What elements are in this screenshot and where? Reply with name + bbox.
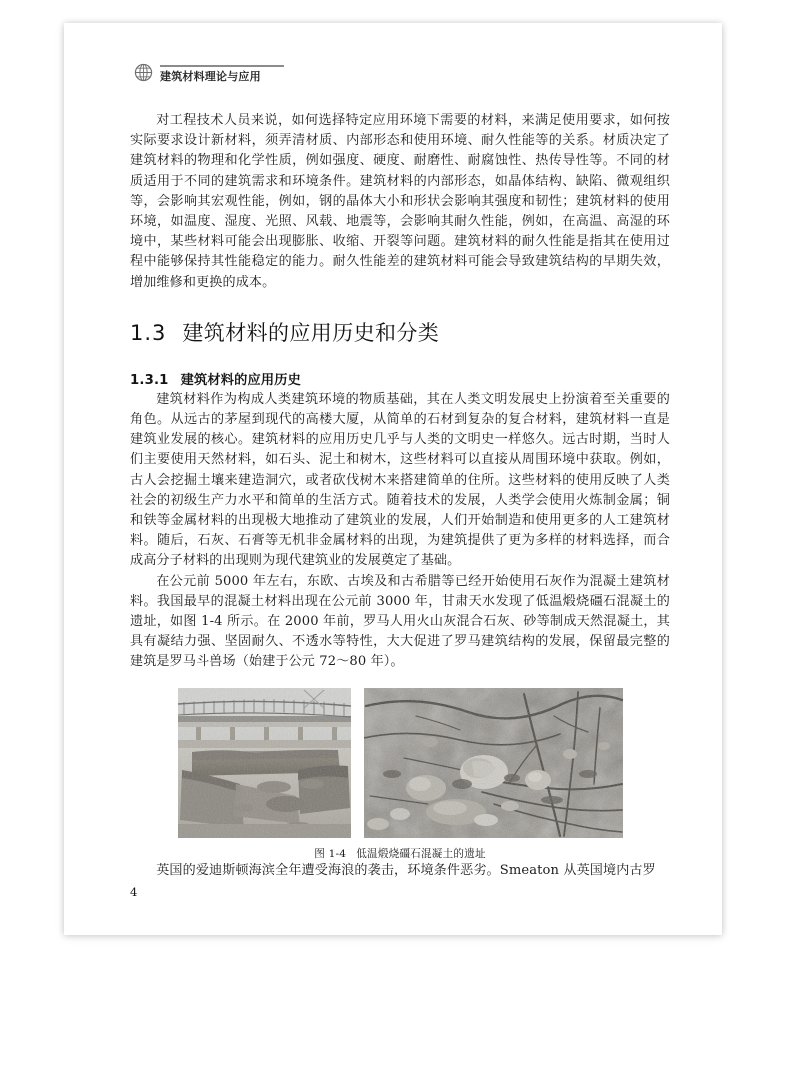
header-title-wrap <box>160 65 284 83</box>
excavation-site-photo <box>178 688 351 838</box>
section-number: 1.3 <box>130 320 167 345</box>
concrete-paragraph: 在公元前 5000 年左右，东欧、古埃及和古希腊等已经开始使用石灰作为混凝土建筑材料。我国最早的混凝土材料出现在公元前 3000 年，甘肃天水发现了低温煅烧礓石混凝土的遗址，如图 1-4 所示。在 2000 年前，罗马人用火山灰混合石灰、砂等制成天然混凝土，其具有凝结力强、坚固耐久、不透水等特性，大大促进了罗马建筑结构的发展，保留最完整的建筑是罗马斗兽场（始建于公元 72～80 年）。 <box>130 573 670 670</box>
history-paragraph: 建筑材料作为构成人类建筑环境的物质基础，其在人类文明发展史上扮演着至关重要的角色。从远古的茅屋到现代的高楼大厦，从简单的石材到复杂的复合材料，建筑材料一直是建筑业发展的核心。建筑材料的应用历史几乎与人类的文明史一样悠久。远古时期，当时人们主要使用天然材料，如石头、泥土和树木，这些材料可以直接从周围环境中获取。例如，古人会挖掘土壤来建造洞穴，或者砍伐树木来搭建简单的住所。这些材料的使用反映了人类社会的初级生产力水平和简单的生活方式。随着技术的发展，人类学会使用火炼制金属；铜和铁等金属材料的出现极大地推动了建筑业的发展，人们开始制造和使用更多的人工建筑材料。随后，石灰、石膏等无机非金属材料的出现，为建筑提供了更为多样的材料选择，而合成高分子材料的出现则为现代建筑业的发展奠定了基础。 <box>130 391 670 569</box>
section-title: 建筑材料的应用历史和分类 <box>182 320 440 345</box>
header-divider-rule <box>160 65 284 67</box>
page-content-area <box>64 23 722 935</box>
figure-caption-text: 低温煅烧礓石混凝土的遗址 <box>356 847 486 860</box>
intro-paragraph: 对工程技术人员来说，如何选择特定应用环境下需要的材料，来满足使用要求，如何按实际要求设计新材料，须弄清材质、内部形态和使用环境、耐久性能等的关系。材质决定了建筑材料的物理和化学性质，例如强度、硬度、耐磨性、耐腐蚀性、热传导性等。不同的材质适用于不同的建筑需求和环境条件。建筑材料的内部形态，如晶体结构、缺陷、微观组织等，会影响其宏观性能，例如，钢的晶体大小和形状会影响其强度和韧性；建筑材料的使用环境，如温度、湿度、光照、风载、地震等，会影响其耐久性能，例如，在高温、高湿的环境中，某些材料可能会出现膨胀、收缩、开裂等问题。建筑材料的耐久性能是指其在使用过程中能够保持其性能稳定的能力。耐久性能差的建筑材料可能会导致建筑结构的早期失效，增加维修和更换的成本。 <box>130 113 670 290</box>
running-header <box>134 63 284 83</box>
subsection-heading <box>130 371 670 390</box>
figure-label: 图 1-4 <box>314 847 347 860</box>
page-sheet <box>64 23 722 935</box>
figure-caption <box>130 847 670 861</box>
last-paragraph: 英国的爱迪斯顿海滨全年遭受海浪的袭击，环境条件恶劣。Smeaton 从英国境内古罗 <box>156 862 656 878</box>
book-title: 建筑材料理论与应用 <box>160 70 261 83</box>
section-heading <box>130 319 670 347</box>
subsection-title: 建筑材料的应用历史 <box>180 372 302 388</box>
text-column <box>130 111 670 881</box>
figure-1-4 <box>130 688 670 861</box>
subsection-number: 1.3.1 <box>130 372 169 388</box>
concrete-closeup-photo <box>364 688 623 838</box>
globe-icon <box>134 63 153 82</box>
figure-image-row <box>130 688 670 838</box>
page-number: 4 <box>130 885 138 899</box>
